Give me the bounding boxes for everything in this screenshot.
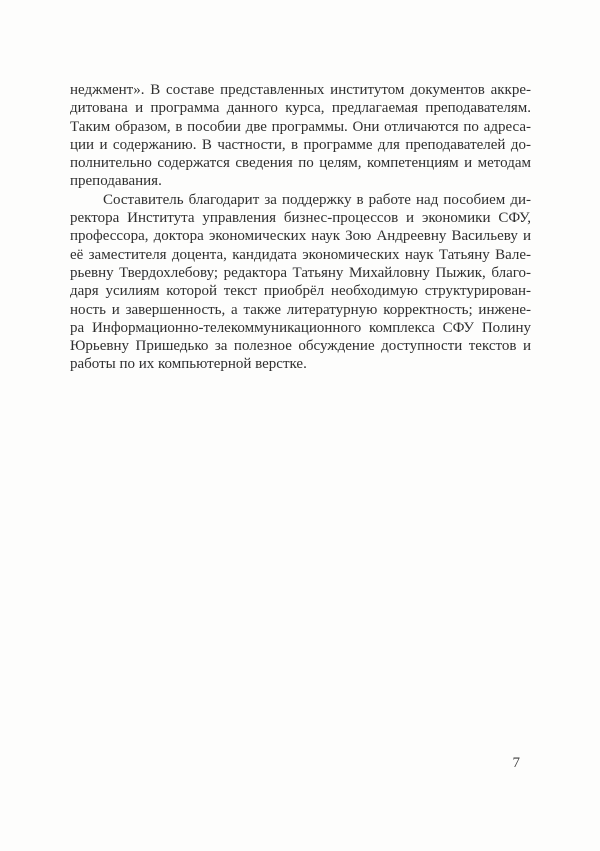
text-line: работы по их компьютерной верстке. [70,356,307,373]
text-line: Юрьевну Пришедько за полезное обсуждение доступности текстов и [70,338,531,355]
paragraph-acknowledgements [70,191,531,374]
body-text [70,81,531,374]
text-line: Составитель благодарит за поддержку в работе над пособием ди- [103,191,531,208]
text-line: ра Информационно-телекоммуникационного комплекса СФУ Полину [70,319,531,336]
text-line: ции и содержанию. В частности, в программе для преподавателей до- [70,136,531,153]
text-line: ность и завершенность, а также литературную корректность; инжене- [70,301,531,318]
paragraph-continuation [70,81,531,191]
text-line: Таким образом, в пособии две программы. Они отличаются по адреса- [70,118,531,135]
text-line: даря усилиям которой текст приобрёл необходимую структурирован- [70,283,531,300]
page-number: 7 [512,755,520,771]
text-line: дитована и программа данного курса, предлагаемая преподавателям. [70,100,531,117]
text-line: её заместителя доцента, кандидата экономических наук Татьяну Вале- [70,246,531,263]
text-line: ректора Института управления бизнес-процессов и экономики СФУ, [70,210,531,227]
text-line: рьевну Твердохлебову; редактора Татьяну Михайловну Пыжик, благо- [70,264,531,281]
text-line: преподавания. [70,173,162,190]
text-line: неджмент». В составе представленных институтом документов аккре- [70,82,531,98]
text-line: полнительно содержатся сведения по целям, компетенциям и методам [70,155,531,172]
text-line: профессора, доктора экономических наук Зою Андреевну Васильеву и [70,228,531,245]
